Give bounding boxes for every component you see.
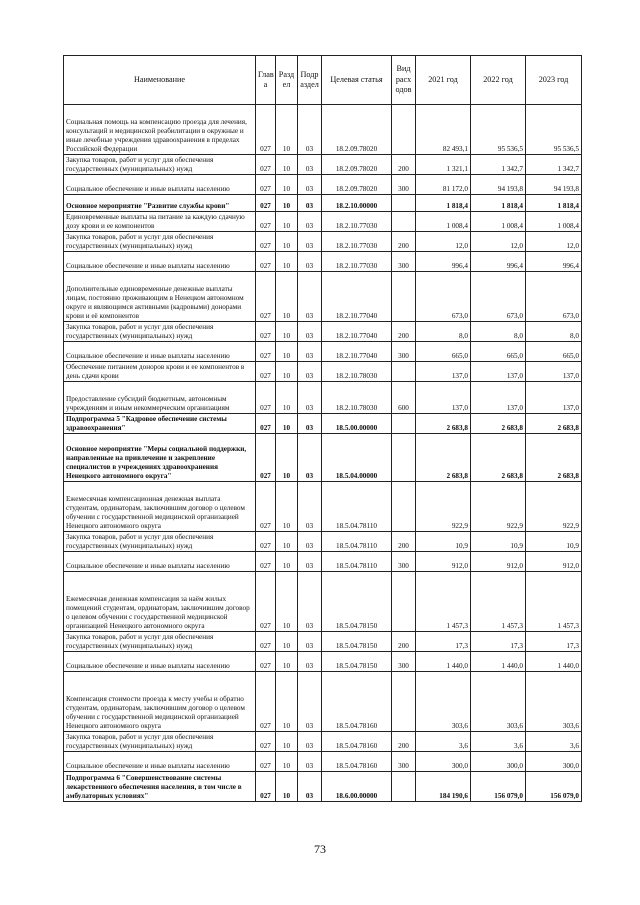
budget-table-page xyxy=(63,55,581,802)
header-subsection: Подр аздел xyxy=(298,56,322,105)
row-2022-cell: 1 440,0 xyxy=(471,652,526,672)
row-chapter-cell: 027 xyxy=(256,672,276,732)
row-subsection-cell: 03 xyxy=(298,155,322,175)
row-2022-cell: 1 008,4 xyxy=(471,212,526,232)
row-section-cell: 10 xyxy=(276,195,298,212)
row-target-item-cell: 18.2.10.77030 xyxy=(322,212,392,232)
row-target-item-cell: 18.5.04.78150 xyxy=(322,632,392,652)
row-target-item-cell: 18.2.09.78020 xyxy=(322,105,392,155)
row-2023-cell: 996,4 xyxy=(526,252,582,272)
row-target-item-cell: 18.2.10.77030 xyxy=(322,232,392,252)
row-subsection-cell: 03 xyxy=(298,482,322,532)
row-chapter-cell: 027 xyxy=(256,572,276,632)
row-subsection-cell: 03 xyxy=(298,105,322,155)
row-2022-cell: 300,0 xyxy=(471,752,526,772)
header-year-2023: 2023 год xyxy=(526,56,582,105)
row-2021-cell: 81 172,0 xyxy=(416,175,471,195)
table-row xyxy=(64,652,582,672)
row-2023-cell: 1 457,3 xyxy=(526,572,582,632)
row-2021-cell: 673,0 xyxy=(416,272,471,322)
row-subsection-cell: 03 xyxy=(298,252,322,272)
row-chapter-cell: 027 xyxy=(256,342,276,362)
row-expense-type-cell xyxy=(392,195,416,212)
row-2023-cell: 12,0 xyxy=(526,232,582,252)
row-target-item-cell: 18.2.09.78020 xyxy=(322,175,392,195)
row-2021-cell: 996,4 xyxy=(416,252,471,272)
row-subsection-cell: 03 xyxy=(298,414,322,434)
row-target-item-cell: 18.2.10.78030 xyxy=(322,382,392,414)
row-2022-cell: 2 683,8 xyxy=(471,434,526,482)
row-expense-type-cell xyxy=(392,434,416,482)
table-row xyxy=(64,752,582,772)
row-subsection-cell: 03 xyxy=(298,632,322,652)
row-chapter-cell: 027 xyxy=(256,272,276,322)
page-number: 73 xyxy=(314,842,326,856)
row-2021-cell: 1 440,0 xyxy=(416,652,471,672)
row-name-cell: Социальное обеспечение и иные выплаты населению xyxy=(64,175,256,195)
row-2023-cell: 95 536,5 xyxy=(526,105,582,155)
row-subsection-cell: 03 xyxy=(298,752,322,772)
row-2021-cell: 1 008,4 xyxy=(416,212,471,232)
row-section-cell: 10 xyxy=(276,652,298,672)
row-2022-cell: 94 193,8 xyxy=(471,175,526,195)
row-expense-type-cell: 200 xyxy=(392,732,416,752)
row-chapter-cell: 027 xyxy=(256,732,276,752)
row-subsection-cell: 03 xyxy=(298,532,322,552)
row-expense-type-cell: 300 xyxy=(392,652,416,672)
row-subsection-cell: 03 xyxy=(298,175,322,195)
table-row xyxy=(64,532,582,552)
row-name-cell: Социальное обеспечение и иные выплаты населению xyxy=(64,652,256,672)
row-2022-cell: 2 683,8 xyxy=(471,414,526,434)
row-name-cell: Предоставление субсидий бюджетным, автономным учреждениям и иным некоммерческим организациям xyxy=(64,382,256,414)
row-subsection-cell: 03 xyxy=(298,272,322,322)
row-target-item-cell: 18.2.10.77030 xyxy=(322,252,392,272)
row-target-item-cell: 18.2.10.78030 xyxy=(322,362,392,382)
row-2023-cell: 673,0 xyxy=(526,272,582,322)
row-expense-type-cell: 300 xyxy=(392,252,416,272)
row-name-cell: Подпрограмма 5 "Кадровое обеспечение системы здравоохранения" xyxy=(64,414,256,434)
row-expense-type-cell xyxy=(392,414,416,434)
row-target-item-cell: 18.5.04.78160 xyxy=(322,732,392,752)
row-chapter-cell: 027 xyxy=(256,382,276,414)
row-section-cell: 10 xyxy=(276,362,298,382)
header-chapter: Глав а xyxy=(256,56,276,105)
row-section-cell: 10 xyxy=(276,105,298,155)
row-chapter-cell: 027 xyxy=(256,652,276,672)
row-name-cell: Единовременные выплаты на питание за каждую сдачную дозу крови и ее компонентов xyxy=(64,212,256,232)
row-target-item-cell: 18.2.10.77040 xyxy=(322,342,392,362)
row-2021-cell: 1 457,3 xyxy=(416,572,471,632)
row-section-cell: 10 xyxy=(276,175,298,195)
row-chapter-cell: 027 xyxy=(256,482,276,532)
row-section-cell: 10 xyxy=(276,672,298,732)
row-subsection-cell: 03 xyxy=(298,434,322,482)
row-2023-cell: 665,0 xyxy=(526,342,582,362)
row-chapter-cell: 027 xyxy=(256,232,276,252)
table-row xyxy=(64,382,582,414)
row-2021-cell: 1 321,1 xyxy=(416,155,471,175)
row-2021-cell: 2 683,8 xyxy=(416,434,471,482)
row-2023-cell: 303,6 xyxy=(526,672,582,732)
row-section-cell: 10 xyxy=(276,772,298,802)
table-row xyxy=(64,175,582,195)
header-target-item: Целевая статья xyxy=(322,56,392,105)
header-expense-type: Вид расх одов xyxy=(392,56,416,105)
row-section-cell: 10 xyxy=(276,632,298,652)
table-row xyxy=(64,105,582,155)
row-2022-cell: 673,0 xyxy=(471,272,526,322)
table-row xyxy=(64,632,582,652)
row-name-cell: Социальное обеспечение и иные выплаты населению xyxy=(64,252,256,272)
row-expense-type-cell: 300 xyxy=(392,175,416,195)
row-2021-cell: 17,3 xyxy=(416,632,471,652)
row-chapter-cell: 027 xyxy=(256,752,276,772)
row-target-item-cell: 18.5.04.78160 xyxy=(322,672,392,732)
row-2022-cell: 996,4 xyxy=(471,252,526,272)
row-2021-cell: 922,9 xyxy=(416,482,471,532)
row-target-item-cell: 18.5.04.78110 xyxy=(322,482,392,532)
table-row xyxy=(64,155,582,175)
row-subsection-cell: 03 xyxy=(298,342,322,362)
row-expense-type-cell xyxy=(392,272,416,322)
row-chapter-cell: 027 xyxy=(256,155,276,175)
row-2023-cell: 1 342,7 xyxy=(526,155,582,175)
row-2022-cell: 156 079,0 xyxy=(471,772,526,802)
row-name-cell: Закупка товаров, работ и услуг для обеспечения государственных (муниципальных) нужд xyxy=(64,232,256,252)
row-2022-cell: 912,0 xyxy=(471,552,526,572)
row-name-cell: Основное мероприятие "Развитие службы крови" xyxy=(64,195,256,212)
table-row xyxy=(64,434,582,482)
table-row xyxy=(64,414,582,434)
row-name-cell: Закупка товаров, работ и услуг для обеспечения государственных (муниципальных) нужд xyxy=(64,532,256,552)
row-section-cell: 10 xyxy=(276,434,298,482)
row-2021-cell: 8,0 xyxy=(416,322,471,342)
table-row xyxy=(64,272,582,322)
table-row xyxy=(64,572,582,632)
row-name-cell: Социальное обеспечение и иные выплаты населению xyxy=(64,752,256,772)
row-name-cell: Подпрограмма 6 "Совершенствование системы лекарственного обеспечения населения, в том числе в амбулаторных условиях" xyxy=(64,772,256,802)
row-section-cell: 10 xyxy=(276,482,298,532)
row-target-item-cell: 18.2.10.77040 xyxy=(322,322,392,342)
row-2021-cell: 10,9 xyxy=(416,532,471,552)
row-chapter-cell: 027 xyxy=(256,632,276,652)
row-2023-cell: 94 193,8 xyxy=(526,175,582,195)
row-target-item-cell: 18.5.04.78150 xyxy=(322,652,392,672)
row-section-cell: 10 xyxy=(276,272,298,322)
row-name-cell: Социальное обеспечение и иные выплаты населению xyxy=(64,342,256,362)
row-chapter-cell: 027 xyxy=(256,414,276,434)
row-expense-type-cell xyxy=(392,212,416,232)
header-name: Наименование xyxy=(64,56,256,105)
row-subsection-cell: 03 xyxy=(298,732,322,752)
row-chapter-cell: 027 xyxy=(256,105,276,155)
row-2021-cell: 912,0 xyxy=(416,552,471,572)
row-2023-cell: 3,6 xyxy=(526,732,582,752)
row-expense-type-cell xyxy=(392,362,416,382)
row-subsection-cell: 03 xyxy=(298,572,322,632)
row-2022-cell: 1 818,4 xyxy=(471,195,526,212)
row-section-cell: 10 xyxy=(276,572,298,632)
table-row xyxy=(64,232,582,252)
row-2022-cell: 137,0 xyxy=(471,362,526,382)
row-expense-type-cell: 200 xyxy=(392,532,416,552)
row-2023-cell: 2 683,8 xyxy=(526,434,582,482)
row-subsection-cell: 03 xyxy=(298,772,322,802)
table-row xyxy=(64,552,582,572)
row-chapter-cell: 027 xyxy=(256,532,276,552)
row-target-item-cell: 18.5.04.78150 xyxy=(322,572,392,632)
row-2022-cell: 17,3 xyxy=(471,632,526,652)
row-2023-cell: 8,0 xyxy=(526,322,582,342)
table-row xyxy=(64,322,582,342)
row-chapter-cell: 027 xyxy=(256,195,276,212)
row-subsection-cell: 03 xyxy=(298,212,322,232)
row-target-item-cell: 18.5.04.78110 xyxy=(322,552,392,572)
row-chapter-cell: 027 xyxy=(256,212,276,232)
row-target-item-cell: 18.5.04.78160 xyxy=(322,752,392,772)
row-2022-cell: 922,9 xyxy=(471,482,526,532)
row-expense-type-cell: 200 xyxy=(392,632,416,652)
row-expense-type-cell: 300 xyxy=(392,342,416,362)
row-name-cell: Ежемесячная денежная компенсация за наём жилых помещений студентам, ординаторам, заключившим договор о целевом обучении с государственной медицинской организацией Ненецкого автономного округа xyxy=(64,572,256,632)
row-expense-type-cell: 300 xyxy=(392,752,416,772)
row-name-cell: Компенсация стоимости проезда к месту учебы и обратно студентам, ординаторам, заключившим договор о целевом обучении с государственной медицинской организацией Ненецкого автономного округа xyxy=(64,672,256,732)
row-2021-cell: 82 493,1 xyxy=(416,105,471,155)
row-2022-cell: 1 457,3 xyxy=(471,572,526,632)
row-target-item-cell: 18.2.09.78020 xyxy=(322,155,392,175)
row-target-item-cell: 18.5.04.78110 xyxy=(322,532,392,552)
row-expense-type-cell: 300 xyxy=(392,552,416,572)
row-subsection-cell: 03 xyxy=(298,232,322,252)
row-expense-type-cell xyxy=(392,572,416,632)
row-subsection-cell: 03 xyxy=(298,362,322,382)
row-2021-cell: 3,6 xyxy=(416,732,471,752)
row-subsection-cell: 03 xyxy=(298,652,322,672)
row-chapter-cell: 027 xyxy=(256,322,276,342)
row-2022-cell: 12,0 xyxy=(471,232,526,252)
row-2021-cell: 12,0 xyxy=(416,232,471,252)
row-chapter-cell: 027 xyxy=(256,552,276,572)
row-2021-cell: 1 818,4 xyxy=(416,195,471,212)
table-row xyxy=(64,252,582,272)
row-name-cell: Обеспечение питанием доноров крови и ее компонентов в день сдачи крови xyxy=(64,362,256,382)
row-chapter-cell: 027 xyxy=(256,772,276,802)
row-2023-cell: 10,9 xyxy=(526,532,582,552)
table-row xyxy=(64,672,582,732)
row-expense-type-cell xyxy=(392,772,416,802)
row-2023-cell: 300,0 xyxy=(526,752,582,772)
row-2023-cell: 137,0 xyxy=(526,382,582,414)
row-section-cell: 10 xyxy=(276,552,298,572)
table-row xyxy=(64,212,582,232)
row-subsection-cell: 03 xyxy=(298,382,322,414)
row-section-cell: 10 xyxy=(276,732,298,752)
row-2023-cell: 922,9 xyxy=(526,482,582,532)
row-subsection-cell: 03 xyxy=(298,552,322,572)
row-2023-cell: 912,0 xyxy=(526,552,582,572)
row-2021-cell: 137,0 xyxy=(416,382,471,414)
row-expense-type-cell xyxy=(392,482,416,532)
row-name-cell: Закупка товаров, работ и услуг для обеспечения государственных (муниципальных) нужд xyxy=(64,732,256,752)
row-2022-cell: 665,0 xyxy=(471,342,526,362)
row-2023-cell: 1 008,4 xyxy=(526,212,582,232)
row-chapter-cell: 027 xyxy=(256,252,276,272)
row-chapter-cell: 027 xyxy=(256,434,276,482)
row-section-cell: 10 xyxy=(276,752,298,772)
row-name-cell: Дополнительные единовременные денежные выплаты лицам, постоянно проживающим в Ненецком автономном округе и являющимся активными (кадровыми) донорами крови и её компонентов xyxy=(64,272,256,322)
row-2022-cell: 10,9 xyxy=(471,532,526,552)
table-row xyxy=(64,732,582,752)
row-2023-cell: 156 079,0 xyxy=(526,772,582,802)
row-section-cell: 10 xyxy=(276,322,298,342)
row-name-cell: Закупка товаров, работ и услуг для обеспечения государственных (муниципальных) нужд xyxy=(64,632,256,652)
header-year-2021: 2021 год xyxy=(416,56,471,105)
row-2022-cell: 95 536,5 xyxy=(471,105,526,155)
table-row xyxy=(64,195,582,212)
row-target-item-cell: 18.5.04.00000 xyxy=(322,434,392,482)
table-row xyxy=(64,342,582,362)
row-name-cell: Социальная помощь на компенсацию проезда для лечения, консультаций и медицинской реабилитации в окружные и иные лечебные учреждения здравоохранения в пределах Российской Федерации xyxy=(64,105,256,155)
row-expense-type-cell xyxy=(392,105,416,155)
table-body xyxy=(64,105,582,802)
row-name-cell: Закупка товаров, работ и услуг для обеспечения государственных (муниципальных) нужд xyxy=(64,155,256,175)
row-subsection-cell: 03 xyxy=(298,195,322,212)
table-row xyxy=(64,772,582,802)
row-section-cell: 10 xyxy=(276,155,298,175)
row-section-cell: 10 xyxy=(276,532,298,552)
row-expense-type-cell: 200 xyxy=(392,232,416,252)
row-2022-cell: 3,6 xyxy=(471,732,526,752)
row-chapter-cell: 027 xyxy=(256,362,276,382)
row-2021-cell: 665,0 xyxy=(416,342,471,362)
row-section-cell: 10 xyxy=(276,414,298,434)
row-target-item-cell: 18.2.10.00000 xyxy=(322,195,392,212)
row-section-cell: 10 xyxy=(276,382,298,414)
row-expense-type-cell: 200 xyxy=(392,322,416,342)
budget-table xyxy=(63,55,582,802)
row-name-cell: Закупка товаров, работ и услуг для обеспечения государственных (муниципальных) нужд xyxy=(64,322,256,342)
row-2021-cell: 300,0 xyxy=(416,752,471,772)
row-2021-cell: 303,6 xyxy=(416,672,471,732)
header-section: Разд ел xyxy=(276,56,298,105)
table-row xyxy=(64,362,582,382)
row-2021-cell: 2 683,8 xyxy=(416,414,471,434)
row-2022-cell: 8,0 xyxy=(471,322,526,342)
row-expense-type-cell: 200 xyxy=(392,155,416,175)
row-2022-cell: 137,0 xyxy=(471,382,526,414)
row-subsection-cell: 03 xyxy=(298,672,322,732)
row-expense-type-cell: 600 xyxy=(392,382,416,414)
row-subsection-cell: 03 xyxy=(298,322,322,342)
row-2023-cell: 137,0 xyxy=(526,362,582,382)
row-name-cell: Ежемесячная компенсационная денежная выплата студентам, ординаторам, заключившим договор о целевом обучении с государственной медицинской организацией Ненецкого автономного округа xyxy=(64,482,256,532)
row-2021-cell: 137,0 xyxy=(416,362,471,382)
row-target-item-cell: 18.6.00.00000 xyxy=(322,772,392,802)
table-header-row xyxy=(64,56,582,105)
row-2023-cell: 1 440,0 xyxy=(526,652,582,672)
row-target-item-cell: 18.2.10.77040 xyxy=(322,272,392,322)
table-row xyxy=(64,482,582,532)
header-year-2022: 2022 год xyxy=(471,56,526,105)
row-section-cell: 10 xyxy=(276,342,298,362)
row-expense-type-cell xyxy=(392,672,416,732)
row-2022-cell: 1 342,7 xyxy=(471,155,526,175)
row-name-cell: Основное мероприятие "Меры социальной поддержки, направленные на привлечение и закрепление специалистов в учреждениях здравоохранения Ненецкого автономного округа" xyxy=(64,434,256,482)
row-section-cell: 10 xyxy=(276,252,298,272)
row-2022-cell: 303,6 xyxy=(471,672,526,732)
row-2023-cell: 2 683,8 xyxy=(526,414,582,434)
row-section-cell: 10 xyxy=(276,212,298,232)
row-name-cell: Социальное обеспечение и иные выплаты населению xyxy=(64,552,256,572)
row-2023-cell: 17,3 xyxy=(526,632,582,652)
row-2023-cell: 1 818,4 xyxy=(526,195,582,212)
row-chapter-cell: 027 xyxy=(256,175,276,195)
row-section-cell: 10 xyxy=(276,232,298,252)
row-2021-cell: 184 190,6 xyxy=(416,772,471,802)
row-target-item-cell: 18.5.00.00000 xyxy=(322,414,392,434)
